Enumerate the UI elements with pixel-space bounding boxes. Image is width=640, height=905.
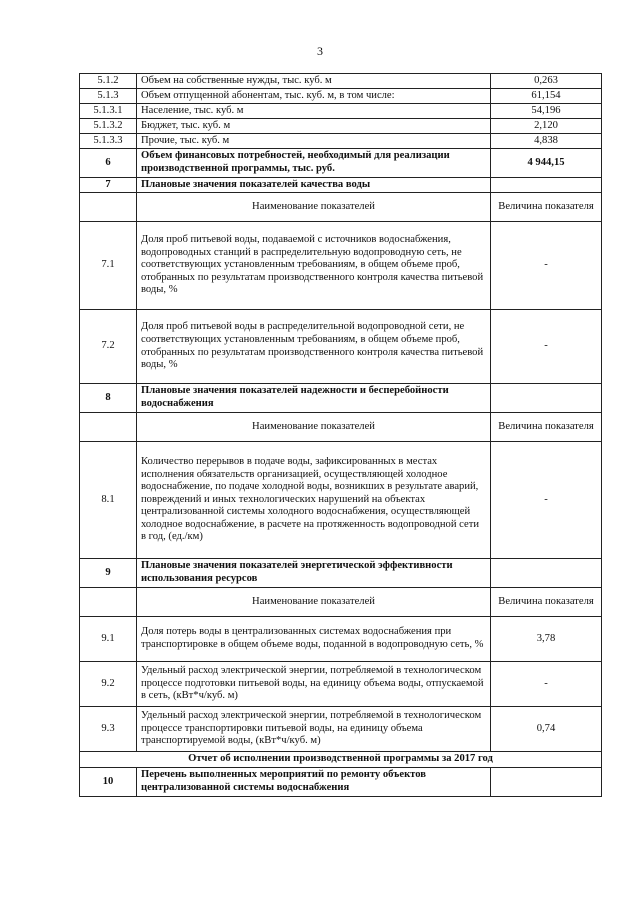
table-row <box>80 707 602 752</box>
header-row <box>80 193 602 222</box>
section-title: Плановые значения показателей качества воды <box>137 178 491 193</box>
table-row <box>80 89 602 104</box>
header-value-label: Величина показателя <box>491 413 602 442</box>
section-title: Плановые значения показателей надежности и бесперебойности водоснабжения <box>137 384 491 413</box>
row-label: Удельный расход электрической энергии, потребляемой в технологическом процессе транспортировки питьевой воды, на единицу объема транспортируемой воды, (кВт*ч/куб. м) <box>137 707 491 752</box>
row-number: 6 <box>80 149 137 178</box>
row-label: Доля проб питьевой воды в распределительной водопроводной сети, не соответствующих установленным требованиям, в общем объеме проб, отобранных по результатам производственного контроля качества питьевой воды, % <box>137 310 491 384</box>
row-label: Доля потерь воды в централизованных системах водоснабжения при транспортировке в общем объеме воды, поданной в водопроводную сеть, % <box>137 617 491 662</box>
section-row <box>80 384 602 413</box>
row-label: Прочие, тыс. куб. м <box>137 134 491 149</box>
section-value-cell <box>491 559 602 588</box>
row-number: 5.1.3 <box>80 89 137 104</box>
row-number: 5.1.3.3 <box>80 134 137 149</box>
row-value: 4 944,15 <box>491 149 602 178</box>
row-value: - <box>491 310 602 384</box>
page-number: 3 <box>317 44 323 58</box>
table-row <box>80 662 602 707</box>
header-value-label: Величина показателя <box>491 588 602 617</box>
section-value-cell <box>491 384 602 413</box>
section-number: 7 <box>80 178 137 193</box>
row-label: Объем отпущенной абонентам, тыс. куб. м, в том числе: <box>137 89 491 104</box>
report-row <box>80 752 602 768</box>
section-row <box>80 178 602 193</box>
header-row <box>80 413 602 442</box>
table-row <box>80 442 602 559</box>
row-value: - <box>491 442 602 559</box>
report-title: Отчет об исполнении производственной программы за 2017 год <box>80 752 602 768</box>
table-row <box>80 104 602 119</box>
row-value: - <box>491 662 602 707</box>
header-value-label: Величина показателя <box>491 193 602 222</box>
table-body <box>80 74 602 797</box>
row-label: Объем на собственные нужды, тыс. куб. м <box>137 74 491 89</box>
row-number: 5.1.3.2 <box>80 119 137 134</box>
row-label: Бюджет, тыс. куб. м <box>137 119 491 134</box>
row-label: Доля проб питьевой воды, подаваемой с источников водоснабжения, водопроводных станций в распределительную водопроводную сеть, не соответствующих установленным требованиям, в общем объеме проб, отобранных по результатам производственного контроля качества питьевой воды, % <box>137 222 491 310</box>
row-number: 5.1.2 <box>80 74 137 89</box>
header-label: Наименование показателей <box>137 588 491 617</box>
section-title: Плановые значения показателей энергетической эффективности использования ресурсов <box>137 559 491 588</box>
production-program-table <box>79 73 602 797</box>
section-value-cell <box>491 768 602 797</box>
row-number: 9.1 <box>80 617 137 662</box>
row-value: - <box>491 222 602 310</box>
row-number: 9.2 <box>80 662 137 707</box>
row-number: 7.1 <box>80 222 137 310</box>
table-row <box>80 134 602 149</box>
row-number: 8.1 <box>80 442 137 559</box>
table-row <box>80 310 602 384</box>
section-row <box>80 559 602 588</box>
row-label: Объем финансовых потребностей, необходимый для реализации производственной программы, тыс. руб. <box>137 149 491 178</box>
row-number: 5.1.3.1 <box>80 104 137 119</box>
row-value: 0,263 <box>491 74 602 89</box>
row-label: Население, тыс. куб. м <box>137 104 491 119</box>
row-number: 9.3 <box>80 707 137 752</box>
header-row <box>80 588 602 617</box>
row-value: 61,154 <box>491 89 602 104</box>
table-row <box>80 617 602 662</box>
row-value: 54,196 <box>491 104 602 119</box>
section-number: 8 <box>80 384 137 413</box>
header-number-cell <box>80 193 137 222</box>
table-row <box>80 74 602 89</box>
table-row <box>80 222 602 310</box>
section-number: 10 <box>80 768 137 797</box>
row-value: 4,838 <box>491 134 602 149</box>
row-value: 0,74 <box>491 707 602 752</box>
section-title: Перечень выполненных мероприятий по ремонту объектов централизованной системы водоснабжения <box>137 768 491 797</box>
row-value: 3,78 <box>491 617 602 662</box>
header-label: Наименование показателей <box>137 193 491 222</box>
row-value: 2,120 <box>491 119 602 134</box>
table-row <box>80 149 602 178</box>
table-row <box>80 119 602 134</box>
row-label: Удельный расход электрической энергии, потребляемой в технологическом процессе подготовки питьевой воды, на единицу объема воды, отпускаемой в сеть, (кВт*ч/куб. м) <box>137 662 491 707</box>
section-value-cell <box>491 178 602 193</box>
header-number-cell <box>80 588 137 617</box>
row-number: 7.2 <box>80 310 137 384</box>
section-row <box>80 768 602 797</box>
header-label: Наименование показателей <box>137 413 491 442</box>
row-label: Количество перерывов в подаче воды, зафиксированных в местах исполнения обязательств организацией, осуществляющей холодное водоснабжение, по подаче холодной воды, возникших в результате аварий, повреждений и иных технологических нарушений на объектах централизованной системы холодного водоснабжения, осуществляющей холодное водоснабжение, в расчете на протяженность водопроводной сети в год, (ед./км) <box>137 442 491 559</box>
section-number: 9 <box>80 559 137 588</box>
header-number-cell <box>80 413 137 442</box>
